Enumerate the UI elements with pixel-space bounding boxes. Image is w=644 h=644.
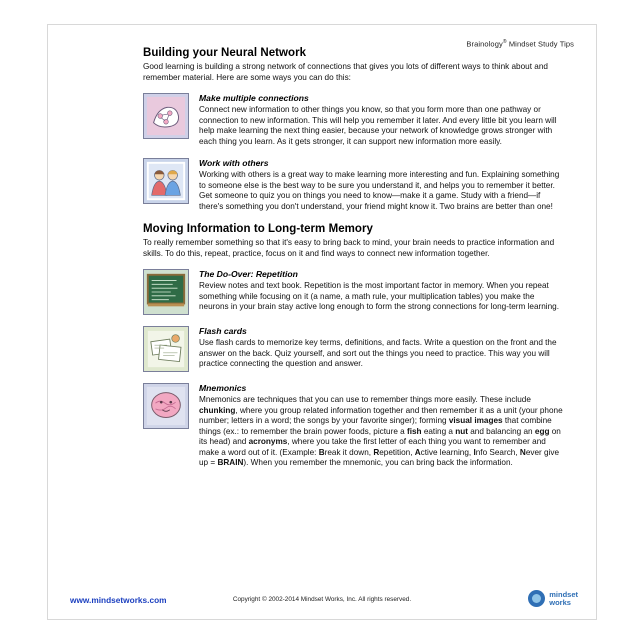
copyright-text: Copyright © 2002-2014 Mindset Works, Inc. All rights reserved. [232,596,412,603]
tip-text-flash-cards: Use flash cards to memorize key terms, definitions, and facts. Write a question on the front and the answer on the back. Quiz yourself, and sort out the things you need to practice. This way you will practice connecting the question and answer. [199,338,557,369]
document-page [47,24,597,620]
circle-logo-icon [528,590,545,607]
flash-cards-thumbnail [143,326,189,372]
tip-block-make-multiple-connections [143,93,563,147]
tip-text-work-with-others: Working with others is a great way to make learning more interesting and fun. Explaining something to someone else is the best way to be sure you understand it, and helps you to remember it better. Get someone to quiz you on things you need to know—make it a game. Study with a friend—if there's something you don't understand, your friend might know it. Two brains are better than one! [199,170,560,211]
logo-line-1: mindset [549,590,578,599]
mindset-works-logo [528,590,578,607]
tip-block-mnemonics [143,383,563,469]
tip-heading-flash-cards: Flash cards [199,326,247,337]
section-title-long-term-memory: Moving Information to Long-term Memory [143,223,373,236]
tip-heading-make-multiple-connections: Make multiple connections [199,93,309,104]
tip-block-work-with-others [143,158,563,212]
logo-wordmark [549,591,578,606]
website-link[interactable]: www.mindsetworks.com [70,595,167,605]
tip-text-mnemonics: Mnemonics are techniques that you can use to remember things more easily. These include chunking, where you group related information together and then remember it as a unit (your phone number; letters in a word; the songs by your favorite singer); forming visual images that combine things (ex.: to remember the brain power foods, picture a fish eating a nut and balancing an egg on its head) and acronyms, where you take the first letter of each thing you want to remember and make a word out of it. (Example: Break it down, Repetition, Active learning, Info Search, Never give up = BRAIN). When you remember the mnemonic, you can bring back the information. [199,395,563,468]
document-footer [48,585,596,609]
document-header-title: Brainology [466,39,503,49]
tip-block-repetition [143,269,563,315]
chalkboard-thumbnail [143,269,189,315]
two-students-thumbnail [143,158,189,204]
logo-line-2: works [549,597,571,607]
tip-block-flash-cards [143,326,563,372]
brain-network-thumbnail [143,93,189,139]
tip-heading-repetition: The Do-Over: Repetition [199,269,298,280]
section-intro-neural-network: Good learning is building a strong network of connections that gives you lots of different ways to think about and remember material. Here are some ways you can do this: [143,62,548,82]
document-body [143,47,563,480]
registered-mark: ® [502,39,507,45]
tip-text-repetition: Review notes and text book. Repetition is the most important factor in memory. When you repeat something while focusing on it (a name, a math rule, your multiplication tables) you make the neurons in your brain stay active long enough to form the strong connections for long-term learning. [199,281,559,312]
tip-text-make-multiple-connections: Connect new information to other things you know, so that you form more than one pathway or connection to new information. This will help you remember it later. And every little bit you learn will help make learning the next thing easier, because your network of knowledge grows stronger with each thing you learn. As it gets stronger, it can support new information more easily. [199,105,557,146]
tip-heading-mnemonics: Mnemonics [199,383,247,394]
document-header-subtitle: Mindset Study Tips [506,39,574,49]
pink-brain-thumbnail [143,383,189,429]
section-intro-long-term-memory: To really remember something so that it's easy to bring back to mind, your brain needs to practice information and skills. To do this, repeat, practice, focus on it and find ways to connect new information together. [143,238,555,258]
section-title-neural-network: Building your Neural Network [143,47,307,59]
tip-heading-work-with-others: Work with others [199,158,269,169]
